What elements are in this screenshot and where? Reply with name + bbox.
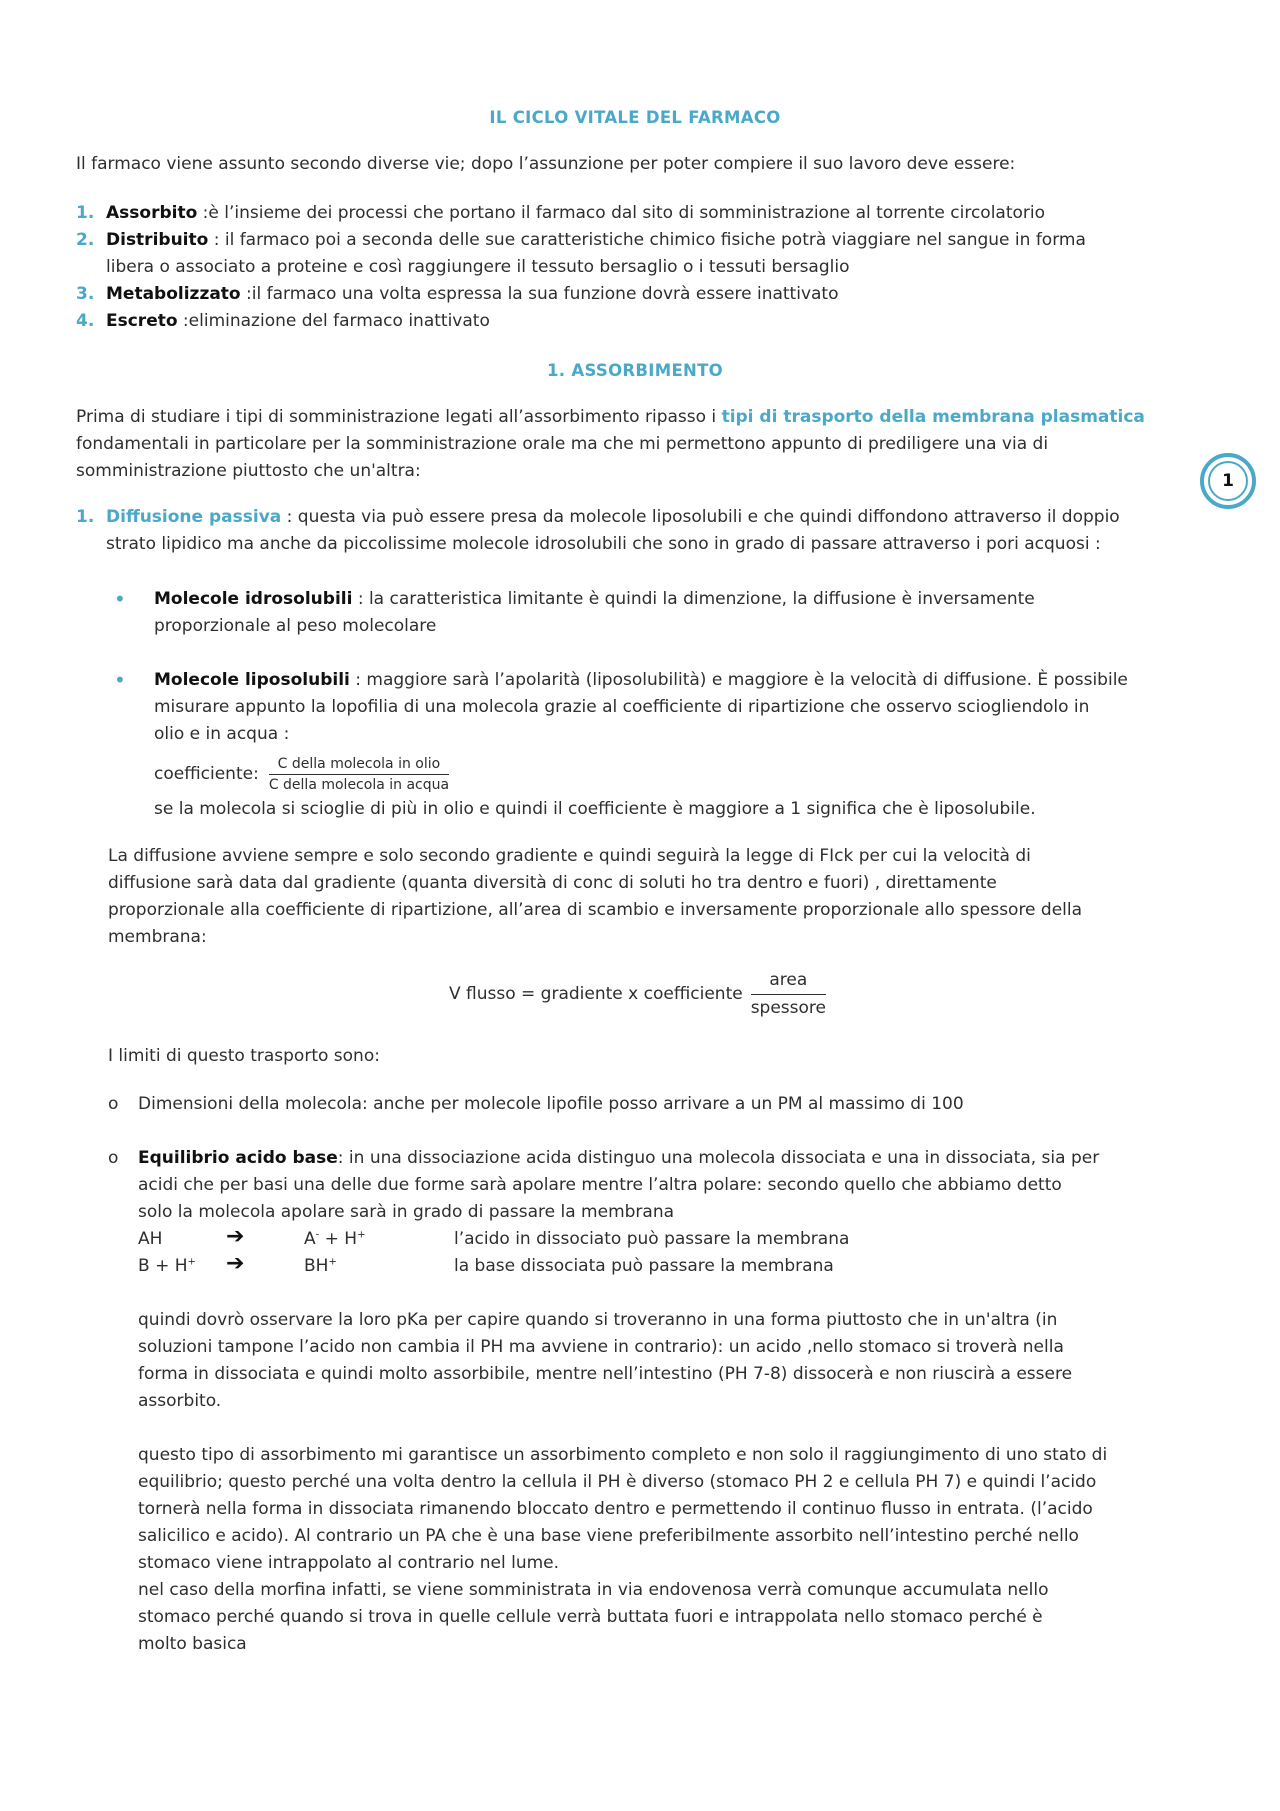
section-intro: Prima di studiare i tipi di somministrazione legati all’assorbimento ripasso i tipi di trasporto della membrana plasmatica fondamentali in particolare per la somministrazione orale ma che mi permettono appunto di prediligere una via di somministrazione piuttosto che un'altra:	[76, 407, 1145, 481]
list-item: 3. Metabolizzato :il farmaco una volta espressa la sua funzione dovrà essere inattivato	[76, 284, 839, 304]
limits-intro: I limiti di questo trasporto sono:	[108, 1046, 380, 1066]
list-item: 1. Assorbito :è l’insieme dei processi che portano il farmaco dal sito di somministrazione al torrente circolatorio	[76, 203, 1046, 223]
page-number-badge	[1200, 453, 1256, 509]
hydrosoluble-item: Molecole idrosolubili : la caratteristica limitante è quindi la dimenzione, la diffusione è inversamente proporzionale al peso molecolare	[154, 589, 1035, 636]
liposoluble-item: Molecole liposolubili : maggiore sarà l’apolarità (liposolubilità) e maggiore è la velocità di diffusione. È possibile misurare appunto la lopofilia di una molecola grazie al coefficiente di ripartizione che osservo sciogliendolo in olio e in acqua :	[154, 670, 1128, 744]
bullet-icon: •	[114, 668, 126, 692]
limit-item: Equilibrio acido base: in una dissociazione acida distinguo una molecola dissociata e una in dissociata, sia per acidi che per basi una delle due forme sarà apolare mentre l’altra polare: secondo quello che abbiamo detto solo la molecola apolare sarà in grado di passare la membrana	[138, 1148, 1100, 1222]
arrow-right-icon: ➔	[226, 1224, 245, 1249]
reaction-right: BH+	[304, 1256, 337, 1276]
bullet-icon: •	[114, 587, 126, 611]
final-paragraph: questo tipo di assorbimento mi garantisce un assorbimento completo e non solo il raggiungimento di uno stato di equilibrio; questo perché una volta dentro la cellula il PH è diverso (stomaco PH 2 e cellula PH 7) e quindi l’acido tornerà nella forma in dissociata rimanendo bloccato dentro e permettendo il continuo flusso in entrata. (l’acido salicilico e acido). Al contrario un PA che è una base viene preferibilmente assorbito nell’intestino perché nello stomaco viene intrappolato al contrario nel lume. nel caso della morfina infatti, se viene somministrata in via endovenosa verrà comunque accumulata nello stomaco perché quando si trova in quelle cellule verrà buttata fuori e intrappolata nello stomaco perché è molto basica	[138, 1445, 1108, 1654]
flux-formula: V flusso = gradiente x coefficiente $\frac{\text{area}}{\text{spessore}}$	[449, 967, 826, 1022]
limit-marker: o	[108, 1094, 119, 1114]
diffusion-item: 1. Diffusione passiva : questa via può essere presa da molecole liposolubili e che quindi diffondono attraverso il doppio strato lipidico ma anche da piccolissime molecole idrosolubili che sono in grado di passare attraverso i pori acquosi :	[76, 507, 1120, 554]
limit-item: Dimensioni della molecola: anche per molecole lipofile posso arrivare a un PM al massimo di 100	[138, 1094, 964, 1114]
intro-paragraph: Il farmaco viene assunto secondo diverse vie; dopo l’assunzione per poter compiere il suo lavoro deve essere:	[76, 154, 1016, 174]
phases-list	[76, 200, 1196, 335]
limit-marker: o	[108, 1148, 119, 1168]
fick-paragraph: La diffusione avviene sempre e solo secondo gradiente e quindi seguirà la legge di FIck per cui la velocità di diffusione sarà data dal gradiente (quanta diversità di conc di soluti ho tra dentro e fuori) , direttamente proporzionale alla coefficiente di ripartizione, all’area di scambio e inversamente proporzionale allo spessore della membrana:	[108, 846, 1083, 947]
list-item: 2. Distribuito : il farmaco poi a seconda delle sue caratteristiche chimico fisiche potrà viaggiare nel sangue in forma	[76, 230, 1086, 250]
reaction-note: la base dissociata può passare la membrana	[454, 1256, 834, 1276]
page-number: 1	[1208, 461, 1248, 501]
section-title: 1. ASSORBIMENTO	[546, 361, 724, 380]
pka-paragraph: quindi dovrò osservare la loro pKa per capire quando si troveranno in una forma piuttosto che in un'altra (in soluzioni tampone l’acido non cambia il PH ma avviene in contrario): un acido ,nello stomaco si troverà nella forma in dissociata e quindi molto assorbibile, mentre nell’intestino (PH 7-8) dissocerà e non riuscirà a essere assorbito.	[138, 1310, 1073, 1411]
liposoluble-conclusion: se la molecola si scioglie di più in olio e quindi il coefficiente è maggiore a 1 significa che è liposolubile.	[154, 799, 1036, 819]
reaction-left: AH	[138, 1229, 163, 1249]
reaction-left: B + H+	[138, 1256, 196, 1276]
list-item-continuation: libera o associato a proteine e così raggiungere il tessuto bersaglio o i tessuti bersaglio	[106, 257, 850, 277]
membrane-transport-link: tipi di trasporto della membrana plasmatica	[721, 407, 1145, 427]
partition-coefficient-formula: coefficiente: $\frac{\text{C della molecola in olio}}{\text{C della molecola in acqua}}$	[154, 756, 450, 793]
list-item: 4. Escreto :eliminazione del farmaco inattivato	[76, 311, 490, 331]
arrow-right-icon: ➔	[226, 1251, 245, 1276]
reaction-note: l’acido in dissociato può passare la membrana	[454, 1229, 850, 1249]
reaction-right: A- + H+	[304, 1229, 366, 1249]
page-title: IL CICLO VITALE DEL FARMACO	[489, 108, 781, 127]
